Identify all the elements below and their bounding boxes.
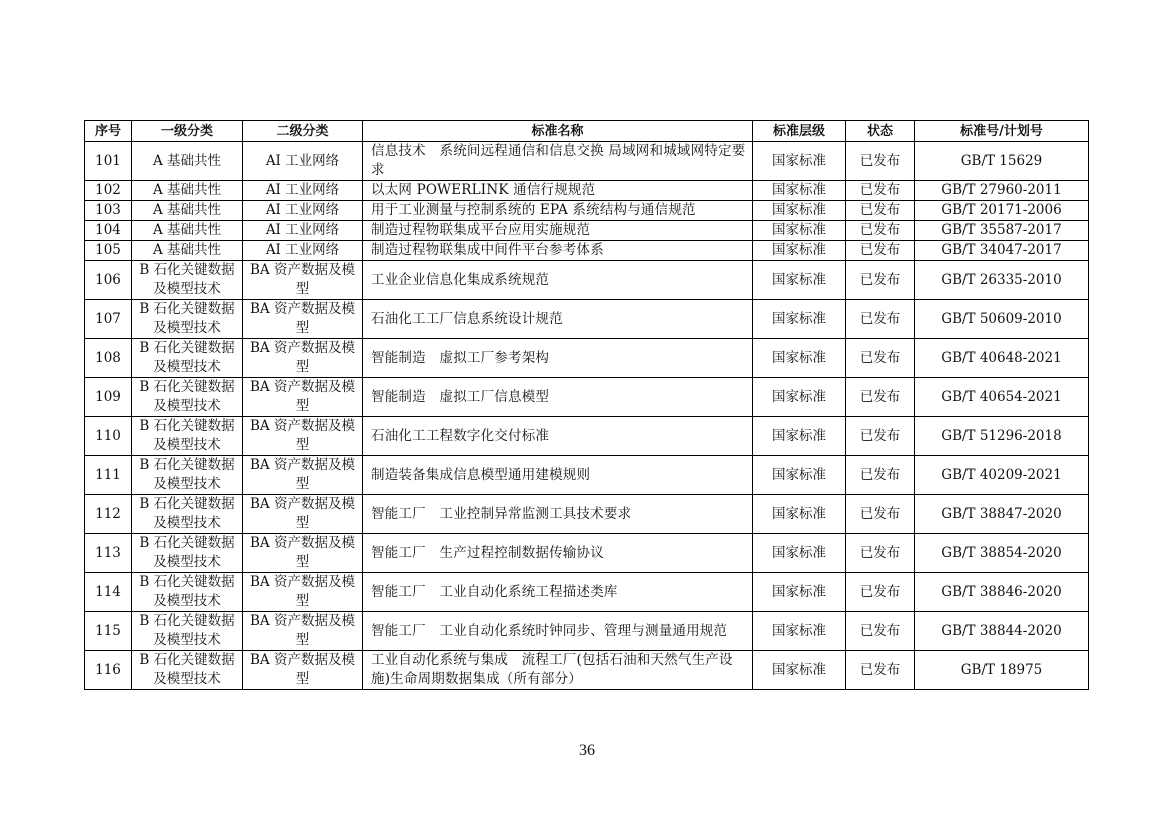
- row-status: 已发布: [846, 378, 915, 417]
- row-standard-code: GB/T 38846-2020: [915, 573, 1089, 612]
- row-standard-name: 信息技术 系统间远程通信和信息交换 局域网和城域网特定要求: [363, 142, 753, 181]
- row-standard-code: GB/T 18975: [915, 651, 1089, 690]
- row-standard-level: 国家标准: [753, 201, 846, 221]
- row-standard-name: 用于工业测量与控制系统的 EPA 系统结构与通信规范: [363, 201, 753, 221]
- row-category-1: B 石化关键数据及模型技术: [132, 261, 243, 300]
- row-category-1: A 基础共性: [132, 142, 243, 181]
- standards-table: [84, 120, 1089, 690]
- row-status: 已发布: [846, 181, 915, 201]
- row-standard-code: GB/T 40209-2021: [915, 456, 1089, 495]
- row-category-2: BA 资产数据及模型: [243, 534, 363, 573]
- row-standard-level: 国家标准: [753, 241, 846, 261]
- row-standard-level: 国家标准: [753, 495, 846, 534]
- row-index: 103: [85, 201, 132, 221]
- row-category-1: B 石化关键数据及模型技术: [132, 573, 243, 612]
- table-row: [85, 300, 1089, 339]
- header-standard-name: 标准名称: [363, 121, 753, 142]
- row-category-2: AI 工业网络: [243, 181, 363, 201]
- row-category-1: B 石化关键数据及模型技术: [132, 534, 243, 573]
- row-status: 已发布: [846, 142, 915, 181]
- row-standard-code: GB/T 20171-2006: [915, 201, 1089, 221]
- row-standard-code: GB/T 35587-2017: [915, 221, 1089, 241]
- table-row: [85, 339, 1089, 378]
- table-row: [85, 142, 1089, 181]
- row-category-1: A 基础共性: [132, 241, 243, 261]
- row-standard-code: GB/T 38847-2020: [915, 495, 1089, 534]
- row-standard-name: 智能工厂 工业自动化系统时钟同步、管理与测量通用规范: [363, 612, 753, 651]
- row-standard-level: 国家标准: [753, 181, 846, 201]
- row-status: 已发布: [846, 573, 915, 612]
- row-index: 112: [85, 495, 132, 534]
- table-row: [85, 221, 1089, 241]
- row-standard-name: 工业自动化系统与集成 流程工厂(包括石油和天然气生产设施)生命周期数据集成（所有部分）: [363, 651, 753, 690]
- header-standard-code: 标准号/计划号: [915, 121, 1089, 142]
- page-number: 36: [579, 742, 595, 759]
- row-index: 115: [85, 612, 132, 651]
- table-row: [85, 417, 1089, 456]
- row-standard-name: 制造装备集成信息模型通用建模规则: [363, 456, 753, 495]
- row-standard-code: GB/T 40648-2021: [915, 339, 1089, 378]
- row-standard-level: 国家标准: [753, 534, 846, 573]
- row-standard-level: 国家标准: [753, 456, 846, 495]
- row-standard-level: 国家标准: [753, 573, 846, 612]
- header-category-1: 一级分类: [132, 121, 243, 142]
- row-standard-name: 工业企业信息化集成系统规范: [363, 261, 753, 300]
- row-standard-code: GB/T 50609-2010: [915, 300, 1089, 339]
- row-index: 101: [85, 142, 132, 181]
- row-status: 已发布: [846, 241, 915, 261]
- row-category-1: B 石化关键数据及模型技术: [132, 456, 243, 495]
- header-index: 序号: [85, 121, 132, 142]
- row-category-1: B 石化关键数据及模型技术: [132, 495, 243, 534]
- row-index: 114: [85, 573, 132, 612]
- table-row: [85, 241, 1089, 261]
- row-category-2: BA 资产数据及模型: [243, 300, 363, 339]
- header-category-2: 二级分类: [243, 121, 363, 142]
- row-standard-code: GB/T 38854-2020: [915, 534, 1089, 573]
- table-row: [85, 378, 1089, 417]
- row-category-1: A 基础共性: [132, 201, 243, 221]
- table-row: [85, 651, 1089, 690]
- table-row: [85, 201, 1089, 221]
- row-standard-code: GB/T 26335-2010: [915, 261, 1089, 300]
- row-index: 105: [85, 241, 132, 261]
- table-header-row: [85, 121, 1089, 142]
- row-status: 已发布: [846, 495, 915, 534]
- row-index: 116: [85, 651, 132, 690]
- row-category-1: A 基础共性: [132, 221, 243, 241]
- row-standard-code: GB/T 38844-2020: [915, 612, 1089, 651]
- row-category-1: B 石化关键数据及模型技术: [132, 417, 243, 456]
- row-status: 已发布: [846, 261, 915, 300]
- header-standard-level: 标准层级: [753, 121, 846, 142]
- header-status: 状态: [846, 121, 915, 142]
- row-category-2: AI 工业网络: [243, 241, 363, 261]
- row-category-1: B 石化关键数据及模型技术: [132, 378, 243, 417]
- row-standard-name: 智能制造 虚拟工厂信息模型: [363, 378, 753, 417]
- row-status: 已发布: [846, 221, 915, 241]
- table-row: [85, 612, 1089, 651]
- row-standard-level: 国家标准: [753, 142, 846, 181]
- row-standard-level: 国家标准: [753, 261, 846, 300]
- row-index: 108: [85, 339, 132, 378]
- row-category-2: AI 工业网络: [243, 201, 363, 221]
- row-standard-level: 国家标准: [753, 612, 846, 651]
- row-category-2: BA 资产数据及模型: [243, 573, 363, 612]
- row-category-1: B 石化关键数据及模型技术: [132, 612, 243, 651]
- row-status: 已发布: [846, 339, 915, 378]
- table-row: [85, 495, 1089, 534]
- row-index: 110: [85, 417, 132, 456]
- row-category-2: BA 资产数据及模型: [243, 339, 363, 378]
- table-row: [85, 261, 1089, 300]
- row-category-2: BA 资产数据及模型: [243, 651, 363, 690]
- row-index: 113: [85, 534, 132, 573]
- row-standard-code: GB/T 27960-2011: [915, 181, 1089, 201]
- row-index: 102: [85, 181, 132, 201]
- row-category-2: BA 资产数据及模型: [243, 378, 363, 417]
- row-status: 已发布: [846, 612, 915, 651]
- row-index: 109: [85, 378, 132, 417]
- row-category-2: AI 工业网络: [243, 221, 363, 241]
- row-status: 已发布: [846, 534, 915, 573]
- table-row: [85, 181, 1089, 201]
- row-standard-level: 国家标准: [753, 417, 846, 456]
- row-status: 已发布: [846, 651, 915, 690]
- row-category-2: BA 资产数据及模型: [243, 495, 363, 534]
- row-standard-code: GB/T 15629: [915, 142, 1089, 181]
- table-row: [85, 456, 1089, 495]
- row-status: 已发布: [846, 456, 915, 495]
- table-row: [85, 534, 1089, 573]
- row-category-2: BA 资产数据及模型: [243, 261, 363, 300]
- row-standard-name: 制造过程物联集成中间件平台参考体系: [363, 241, 753, 261]
- row-category-1: B 石化关键数据及模型技术: [132, 651, 243, 690]
- row-status: 已发布: [846, 417, 915, 456]
- row-index: 111: [85, 456, 132, 495]
- row-category-2: BA 资产数据及模型: [243, 417, 363, 456]
- row-standard-level: 国家标准: [753, 221, 846, 241]
- row-status: 已发布: [846, 300, 915, 339]
- row-standard-name: 制造过程物联集成平台应用实施规范: [363, 221, 753, 241]
- row-category-1: A 基础共性: [132, 181, 243, 201]
- row-category-2: AI 工业网络: [243, 142, 363, 181]
- row-category-2: BA 资产数据及模型: [243, 456, 363, 495]
- row-standard-level: 国家标准: [753, 651, 846, 690]
- row-index: 107: [85, 300, 132, 339]
- row-standard-level: 国家标准: [753, 300, 846, 339]
- row-standard-name: 石油化工工厂信息系统设计规范: [363, 300, 753, 339]
- row-standard-name: 智能工厂 生产过程控制数据传输协议: [363, 534, 753, 573]
- row-standard-code: GB/T 40654-2021: [915, 378, 1089, 417]
- row-standard-name: 智能制造 虚拟工厂参考架构: [363, 339, 753, 378]
- table-row: [85, 573, 1089, 612]
- row-standard-level: 国家标准: [753, 378, 846, 417]
- row-standard-code: GB/T 34047-2017: [915, 241, 1089, 261]
- row-standard-level: 国家标准: [753, 339, 846, 378]
- row-category-2: BA 资产数据及模型: [243, 612, 363, 651]
- row-standard-name: 石油化工工程数字化交付标准: [363, 417, 753, 456]
- row-category-1: B 石化关键数据及模型技术: [132, 300, 243, 339]
- row-standard-code: GB/T 51296-2018: [915, 417, 1089, 456]
- row-status: 已发布: [846, 201, 915, 221]
- row-index: 104: [85, 221, 132, 241]
- row-standard-name: 智能工厂 工业控制异常监测工具技术要求: [363, 495, 753, 534]
- row-standard-name: 智能工厂 工业自动化系统工程描述类库: [363, 573, 753, 612]
- row-category-1: B 石化关键数据及模型技术: [132, 339, 243, 378]
- row-index: 106: [85, 261, 132, 300]
- row-standard-name: 以太网 POWERLINK 通信行规规范: [363, 181, 753, 201]
